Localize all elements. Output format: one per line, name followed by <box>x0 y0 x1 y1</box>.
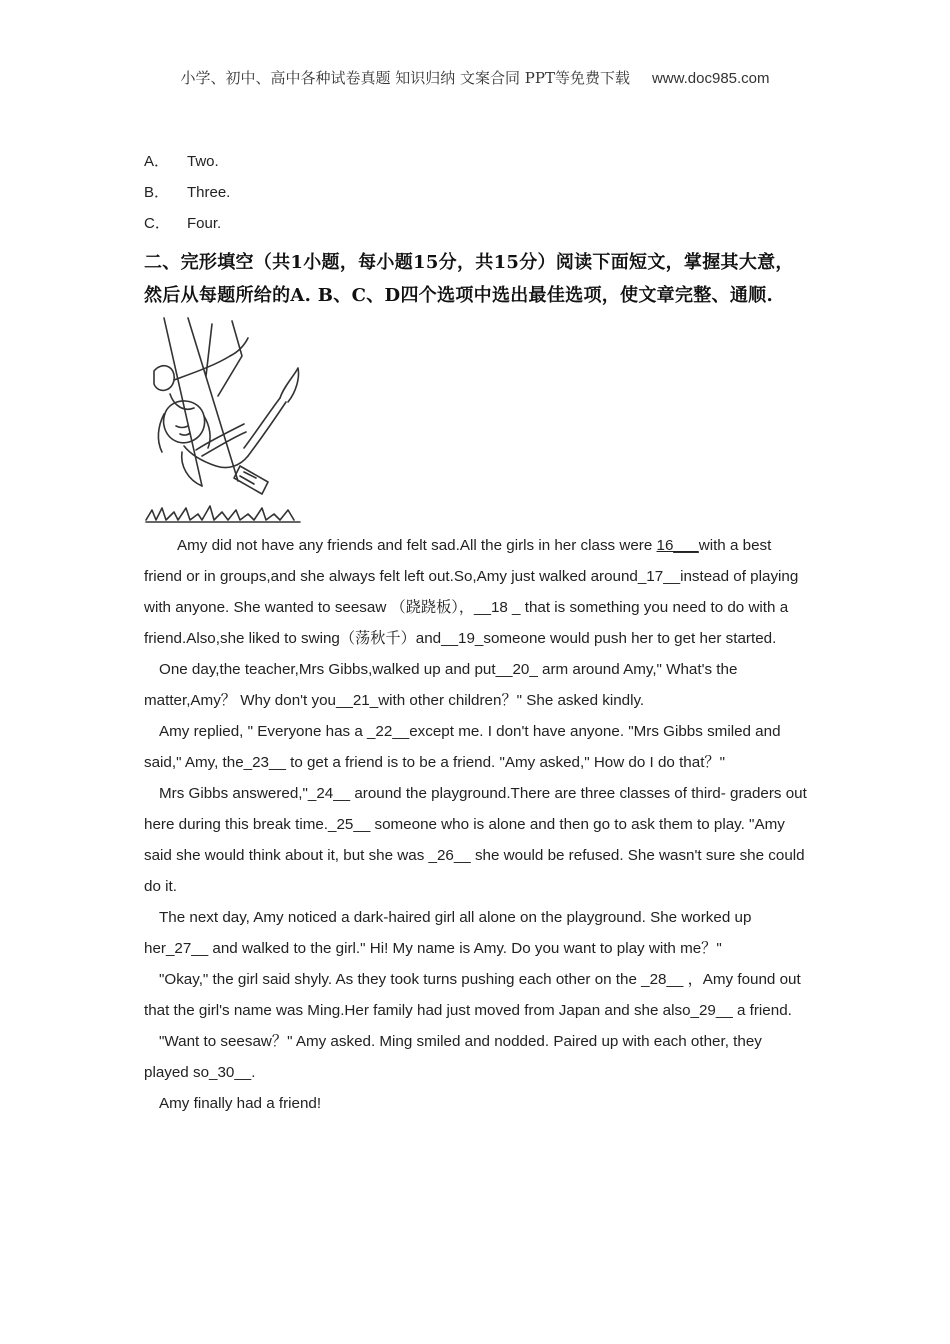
page-header <box>0 67 950 88</box>
passage-paragraph-8: Amy finally had a friend! <box>159 1095 322 1112</box>
passage-paragraph-7: "Want to seesaw？" Amy asked. Ming smiled and nodded. Paired up with each other, they played so_30__. <box>144 1033 762 1081</box>
passage-text: Amy did not have any friends and felt sad.All the girls in her class were <box>177 537 657 554</box>
document-body <box>144 150 809 1119</box>
passage-text: with a best friend or in groups,and she always felt left out.So,Amy just walked around_17__instead of playing with anyone. She wanted to seesaw （跷跷板），__18 _ that is something you need to do with a friend.Also,she liked to swing（荡秋千）and__19_someone would push her to get her started. <box>144 537 799 647</box>
option-letter: C． <box>144 215 170 232</box>
header-text: 小学、初中、高中各种试卷真题 知识归纳 文案合同 PPT等免费下载 <box>180 69 630 87</box>
option-text: Three. <box>187 184 231 201</box>
blank-16: 16___ <box>656 537 699 554</box>
girl-on-swing-drawing <box>144 316 302 524</box>
option-b <box>144 181 809 212</box>
passage-paragraph-5: The next day, Amy noticed a dark-haired girl all alone on the playground. She worked up her_27__ and walked to the girl." Hi! My name is Amy. Do you want to play with me？" <box>144 909 752 957</box>
option-letter: B． <box>144 184 170 201</box>
option-text: Two. <box>187 153 219 170</box>
option-text: Four. <box>187 215 222 232</box>
passage-paragraph-6: "Okay," the girl said shyly. As they took turns pushing each other on the _28__ ，Amy found out that the girl's name was Ming.Her family had just moved from Japan and she also_29__ a friend. <box>144 971 801 1019</box>
passage-paragraph-4: Mrs Gibbs answered,"_24__ around the playground.There are three classes of third- graders out here during this break time._25__ someone who is alone and then go to ask them to play. "Amy said she would think about it, but she was _26__ she would be refused. She wasn't sure she could do it. <box>144 785 807 895</box>
option-letter: A． <box>144 153 170 170</box>
passage-paragraph-3: Amy replied, " Everyone has a _22__except me. I don't have anyone. "Mrs Gibbs smiled and said," Amy, the_23__ to get a friend is to be a friend. "Amy asked," How do I do that？" <box>144 723 781 771</box>
passage-paragraph-1 <box>144 530 809 654</box>
option-a <box>144 150 809 181</box>
header-site: www.doc985.com <box>651 70 770 87</box>
section-title: 二、完形填空（共1小题，每小题15分，共15分）阅读下面短文，掌握其大意，然后从每题所给的A. B、C、D四个选项中选出最佳选项，使文章完整、通顺. <box>144 252 794 306</box>
swing-illustration <box>144 316 302 524</box>
option-c <box>144 212 809 243</box>
passage-paragraph-2: One day,the teacher,Mrs Gibbs,walked up and put__20_ arm around Amy," What's the matter,Amy？ Why don't you__21_with other children？" She asked kindly. <box>144 661 738 709</box>
